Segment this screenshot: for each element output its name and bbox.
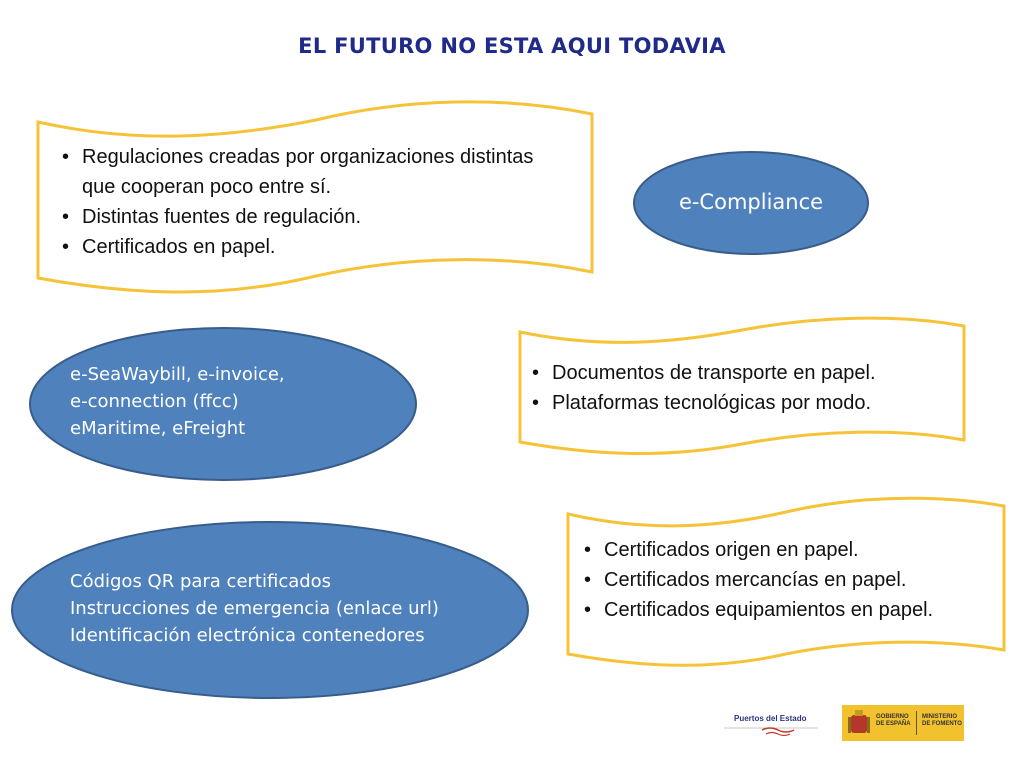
coat-of-arms-icon <box>848 709 870 737</box>
oval-line: eMaritime, eFreight <box>70 418 246 439</box>
oval-e-documents <box>28 326 418 482</box>
gobierno-espana-logo <box>842 705 964 741</box>
wave-box-transport <box>518 316 966 458</box>
oval-text-block <box>70 361 285 442</box>
ministerio-label <box>922 714 962 728</box>
oval-line: e-connection (ffcc) <box>70 391 239 412</box>
oval-qr-codes <box>10 520 530 700</box>
logo-text: DE FOMENTO <box>922 721 962 727</box>
list-item: • Regulaciones creadas por organizaciones distintas que cooperan poco entre sí. <box>58 142 558 202</box>
challenges-list <box>58 142 558 262</box>
logo-text: GOBIERNO <box>876 714 909 720</box>
oval-line: Códigos QR para certificados <box>70 571 332 592</box>
oval-label: e-Compliance <box>678 190 824 214</box>
list-item: • Certificados en papel. <box>58 232 558 262</box>
logo-text: Puertos del Estado <box>734 714 807 723</box>
list-item: • Plataformas tecnológicas por modo. <box>528 388 958 418</box>
transport-list <box>528 358 958 418</box>
oval-text-block <box>70 568 439 649</box>
oval-line: Identificación electrónica contenedores <box>70 625 425 646</box>
logo-text: MINISTERIO <box>922 714 958 720</box>
logo-divider <box>916 711 917 735</box>
gobierno-label <box>876 714 911 728</box>
oval-e-compliance <box>632 150 870 256</box>
list-item: • Documentos de transporte en papel. <box>528 358 958 388</box>
wave-icon <box>722 708 822 738</box>
oval-line: e-SeaWaybill, e-invoice, <box>70 364 285 385</box>
list-item: • Certificados mercancías en papel. <box>580 565 1004 595</box>
slide-title: EL FUTURO NO ESTA AQUI TODAVIA <box>298 34 726 58</box>
logo-text: DE ESPAÑA <box>876 721 911 727</box>
wave-box-challenges <box>36 100 596 296</box>
puertos-del-estado-logo <box>722 708 822 738</box>
list-item: • Certificados equipamientos en papel. <box>580 595 1004 625</box>
oval-line: Instrucciones de emergencia (enlace url) <box>70 598 439 619</box>
wave-box-certificates <box>566 494 1006 670</box>
list-item: • Distintas fuentes de regulación. <box>58 202 558 232</box>
list-item: • Certificados origen en papel. <box>580 535 1004 565</box>
certificates-list <box>580 535 1004 625</box>
